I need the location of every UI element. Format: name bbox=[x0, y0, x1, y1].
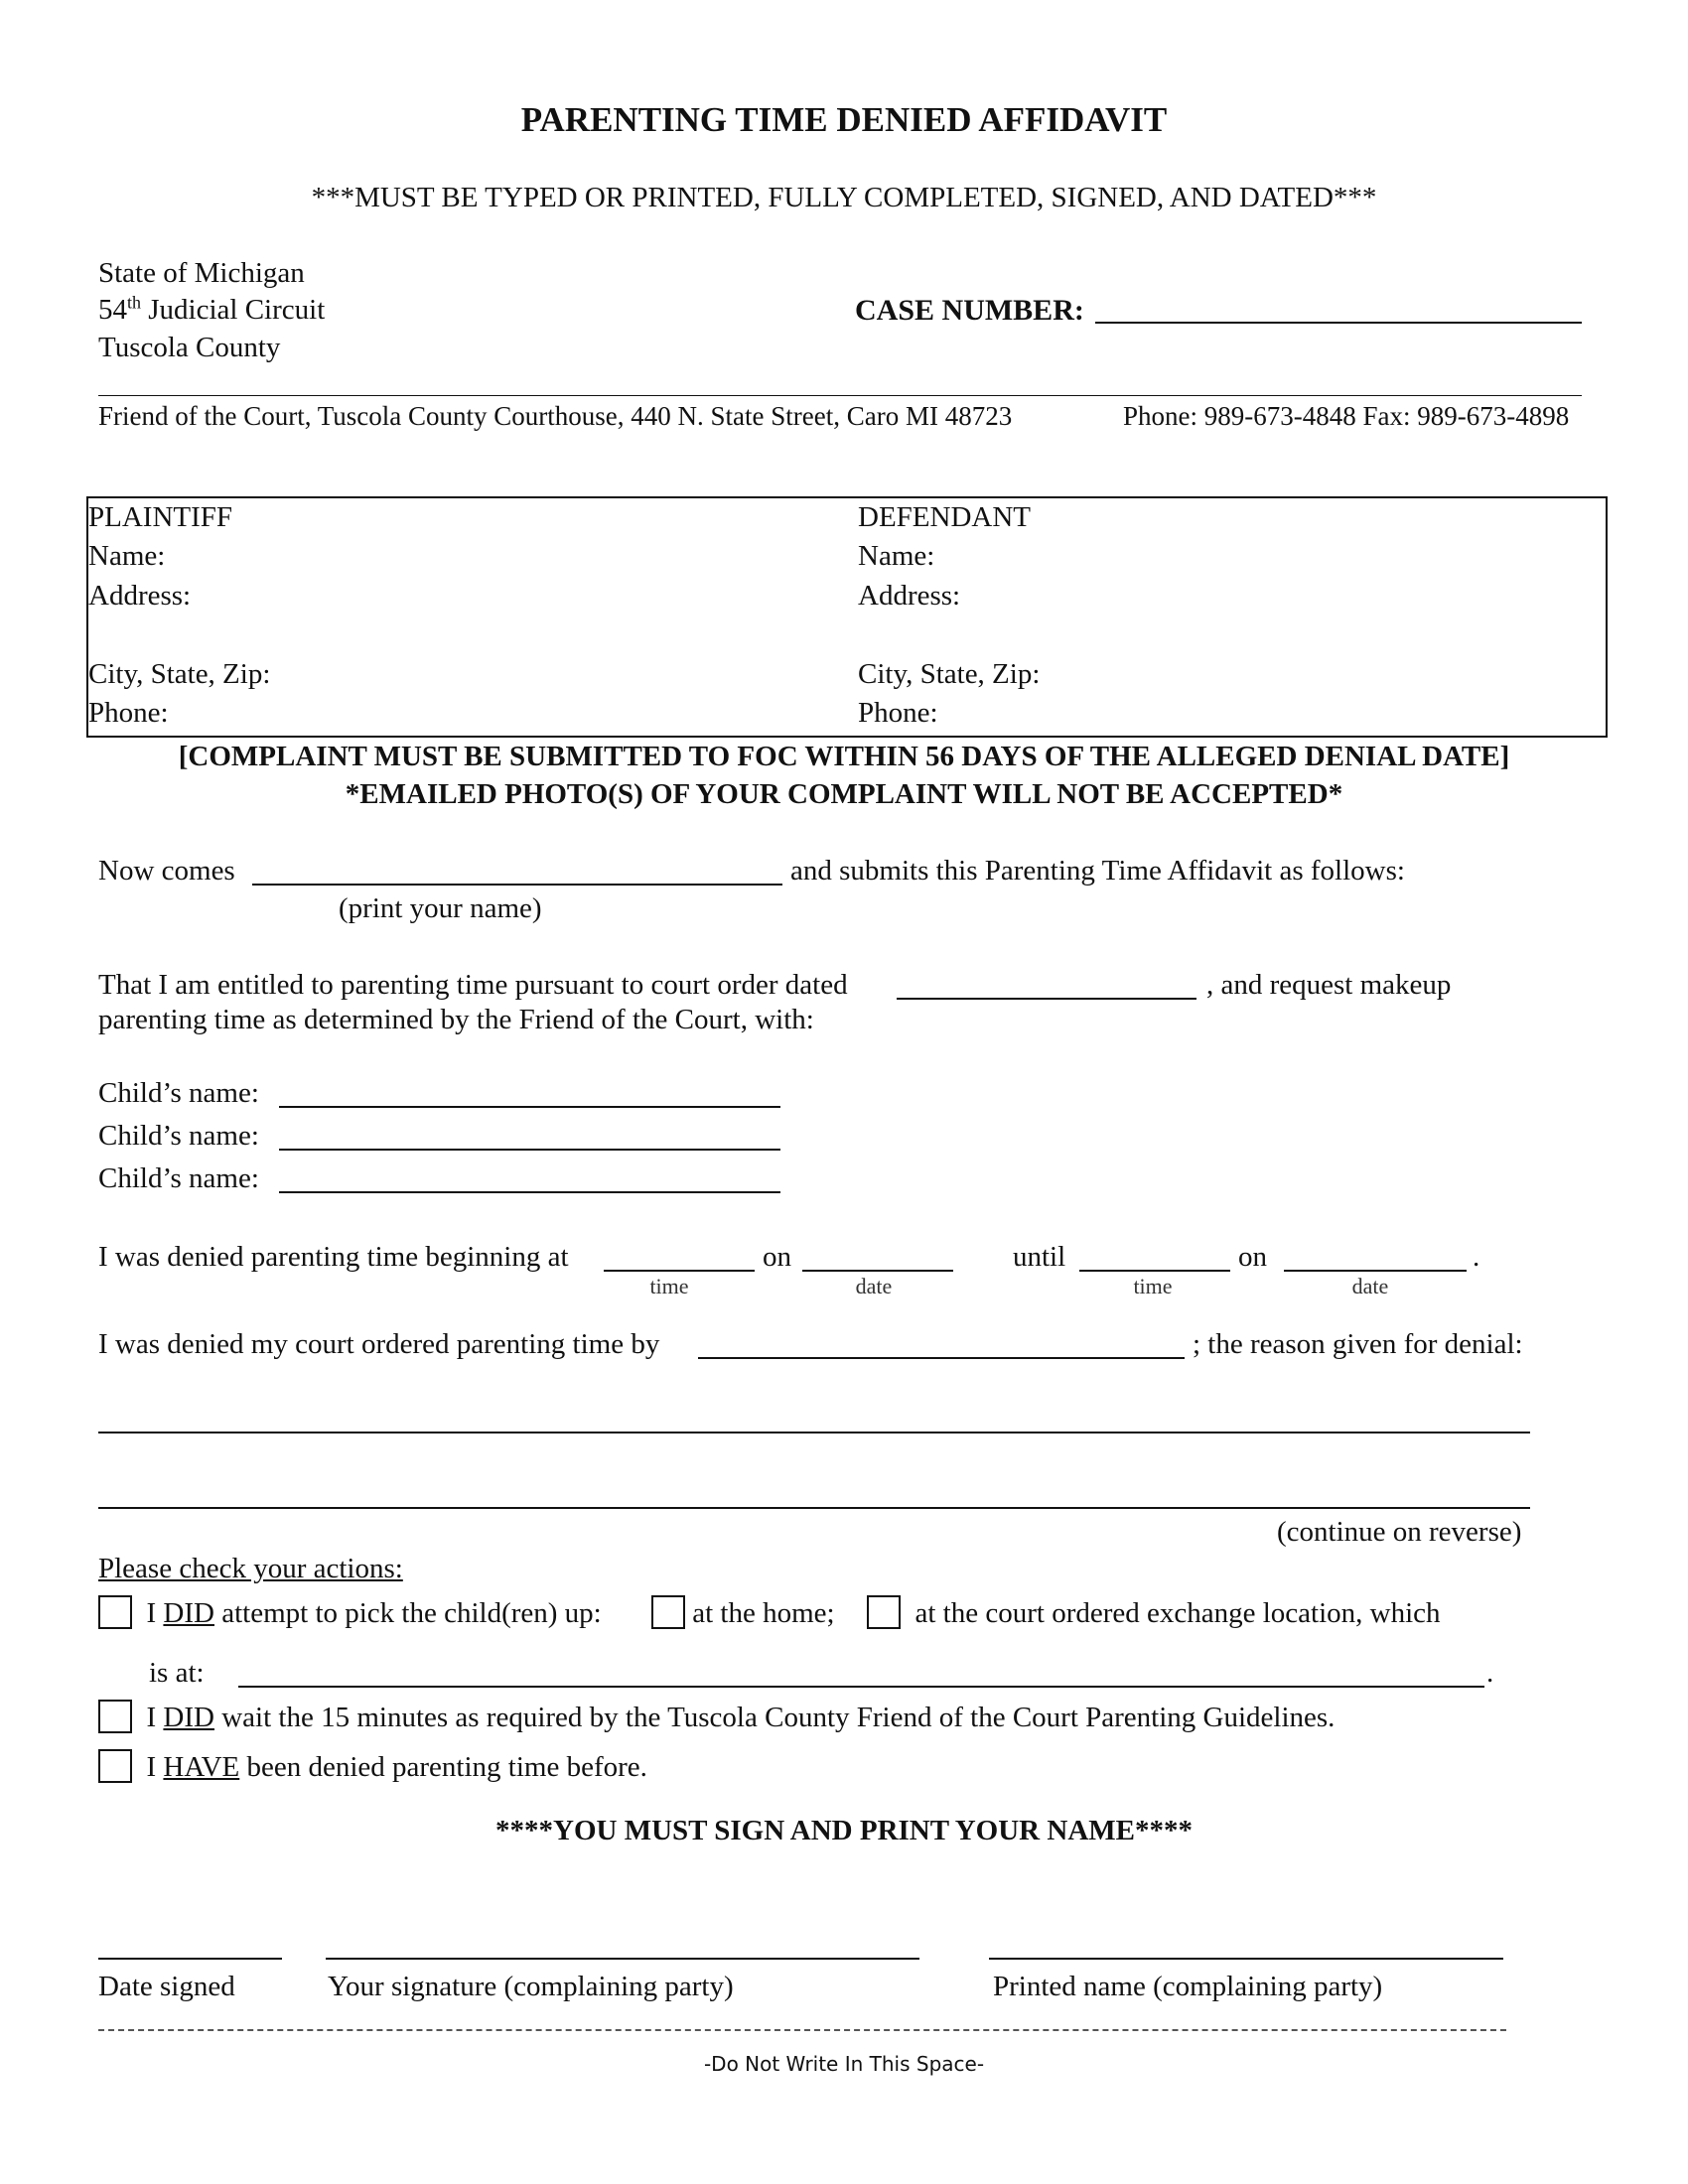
date-hint-2: date bbox=[1351, 1274, 1389, 1298]
denied-before-row: I HAVE been denied parenting time before. bbox=[98, 1750, 647, 1784]
case-number-label: CASE NUMBER: bbox=[855, 294, 1084, 327]
child-name-field-3[interactable] bbox=[279, 1191, 780, 1193]
printed-name-label: Printed name (complaining party) bbox=[993, 1971, 1383, 2002]
denied-before-checkbox[interactable] bbox=[98, 1749, 132, 1783]
child-name-label-3: Child’s name: bbox=[98, 1162, 259, 1194]
is-at-period: . bbox=[1486, 1657, 1494, 1689]
exchange-location-checkbox[interactable] bbox=[867, 1595, 901, 1629]
is-at-label: is at: bbox=[149, 1657, 205, 1689]
date-signed-field[interactable] bbox=[98, 1958, 282, 1960]
child-name-label-1: Child’s name: bbox=[98, 1077, 259, 1109]
do-not-write-note: -Do Not Write In This Space- bbox=[703, 2052, 985, 2076]
defendant-phone-label: Phone: bbox=[858, 697, 938, 729]
child-name-field-1[interactable] bbox=[279, 1106, 780, 1108]
denied-by-text: I was denied my court ordered parenting time by bbox=[98, 1328, 660, 1360]
state-label: State of Michigan bbox=[98, 257, 305, 289]
photo-notice: *EMAILED PHOTO(S) OF YOUR COMPLAINT WILL NOT BE ACCEPTED* bbox=[345, 778, 1343, 810]
signature-label: Your signature (complaining party) bbox=[328, 1971, 734, 2002]
on-text-2: on bbox=[1238, 1241, 1267, 1273]
exchange-location-field[interactable] bbox=[238, 1686, 1484, 1688]
office-address: Friend of the Court, Tuscola County Courthouse, 440 N. State Street, Caro MI 48723 bbox=[98, 401, 1013, 431]
end-date-field[interactable] bbox=[1284, 1270, 1467, 1272]
period-text: . bbox=[1473, 1241, 1480, 1273]
plaintiff-phone-label: Phone: bbox=[88, 697, 169, 729]
entitled-line2: parenting time as determined by the Friend of the Court, with: bbox=[98, 1004, 814, 1035]
parties-box bbox=[86, 496, 1608, 738]
end-time-field[interactable] bbox=[1079, 1270, 1230, 1272]
deadline-notice: [COMPLAINT MUST BE SUBMITTED TO FOC WITHIN 56 DAYS OF THE ALLEGED DENIAL DATE] bbox=[178, 741, 1510, 772]
begin-date-field[interactable] bbox=[802, 1270, 953, 1272]
continue-reverse: (continue on reverse) bbox=[1277, 1516, 1522, 1548]
until-text: until bbox=[1013, 1241, 1066, 1273]
denied-by-field[interactable] bbox=[698, 1357, 1185, 1359]
begin-time-field[interactable] bbox=[604, 1270, 755, 1272]
county-label: Tuscola County bbox=[98, 332, 281, 363]
court-order-date-field[interactable] bbox=[897, 998, 1196, 1000]
time-hint-2: time bbox=[1133, 1274, 1173, 1298]
denied-begin-text: I was denied parenting time beginning at bbox=[98, 1241, 569, 1273]
signature-field[interactable] bbox=[326, 1958, 919, 1960]
office-contact: Phone: 989-673-4848 Fax: 989-673-4898 bbox=[1123, 401, 1570, 431]
makeup-text: , and request makeup bbox=[1206, 969, 1452, 1001]
entitled-text: That I am entitled to parenting time pursuant to court order dated bbox=[98, 969, 848, 1001]
plaintiff-heading: PLAINTIFF bbox=[88, 501, 233, 533]
reason-text: ; the reason given for denial: bbox=[1193, 1328, 1523, 1360]
complainant-name-field[interactable] bbox=[252, 884, 782, 886]
exchange-option: at the court ordered exchange location, which bbox=[867, 1596, 1441, 1630]
instruction-text: ***MUST BE TYPED OR PRINTED, FULLY COMPLETED, SIGNED, AND DATED*** bbox=[311, 182, 1377, 213]
date-signed-label: Date signed bbox=[98, 1971, 235, 2002]
circuit-label: 54th Judicial Circuit bbox=[98, 292, 326, 326]
plaintiff-city-label: City, State, Zip: bbox=[88, 658, 271, 690]
must-sign-notice: ****YOU MUST SIGN AND PRINT YOUR NAME**** bbox=[495, 1815, 1193, 1846]
wait-checkbox[interactable] bbox=[98, 1700, 132, 1733]
child-name-field-2[interactable] bbox=[279, 1149, 780, 1151]
defendant-address-label: Address: bbox=[858, 580, 961, 612]
time-hint-1: time bbox=[649, 1274, 689, 1298]
print-name-hint: (print your name) bbox=[339, 892, 542, 924]
reason-line-1[interactable] bbox=[98, 1432, 1530, 1433]
at-home-checkbox[interactable] bbox=[651, 1595, 685, 1629]
date-hint-1: date bbox=[855, 1274, 893, 1298]
case-number-field[interactable] bbox=[1095, 322, 1582, 324]
actions-heading: Please check your actions: bbox=[98, 1553, 403, 1584]
submits-text: and submits this Parenting Time Affidavit as follows: bbox=[790, 855, 1405, 887]
child-name-label-2: Child’s name: bbox=[98, 1120, 259, 1152]
page-title: PARENTING TIME DENIED AFFIDAVIT bbox=[520, 100, 1168, 139]
plaintiff-address-label: Address: bbox=[88, 580, 192, 612]
pickup-row: I DID attempt to pick the child(ren) up: bbox=[98, 1596, 602, 1630]
defendant-name-label: Name: bbox=[858, 540, 935, 572]
reason-line-2[interactable] bbox=[98, 1507, 1530, 1509]
printed-name-field[interactable] bbox=[989, 1958, 1503, 1960]
at-home-option: at the home; bbox=[651, 1596, 835, 1630]
pickup-checkbox[interactable] bbox=[98, 1595, 132, 1629]
plaintiff-name-label: Name: bbox=[88, 540, 166, 572]
footer-divider bbox=[98, 2029, 1506, 2031]
on-text-1: on bbox=[763, 1241, 791, 1273]
header-divider bbox=[98, 395, 1582, 396]
now-comes-text: Now comes bbox=[98, 855, 235, 887]
defendant-city-label: City, State, Zip: bbox=[858, 658, 1041, 690]
wait-row: I DID wait the 15 minutes as required by the Tuscola County Friend of the Court Parenting Guidelines. bbox=[98, 1701, 1335, 1734]
defendant-heading: DEFENDANT bbox=[858, 501, 1031, 533]
